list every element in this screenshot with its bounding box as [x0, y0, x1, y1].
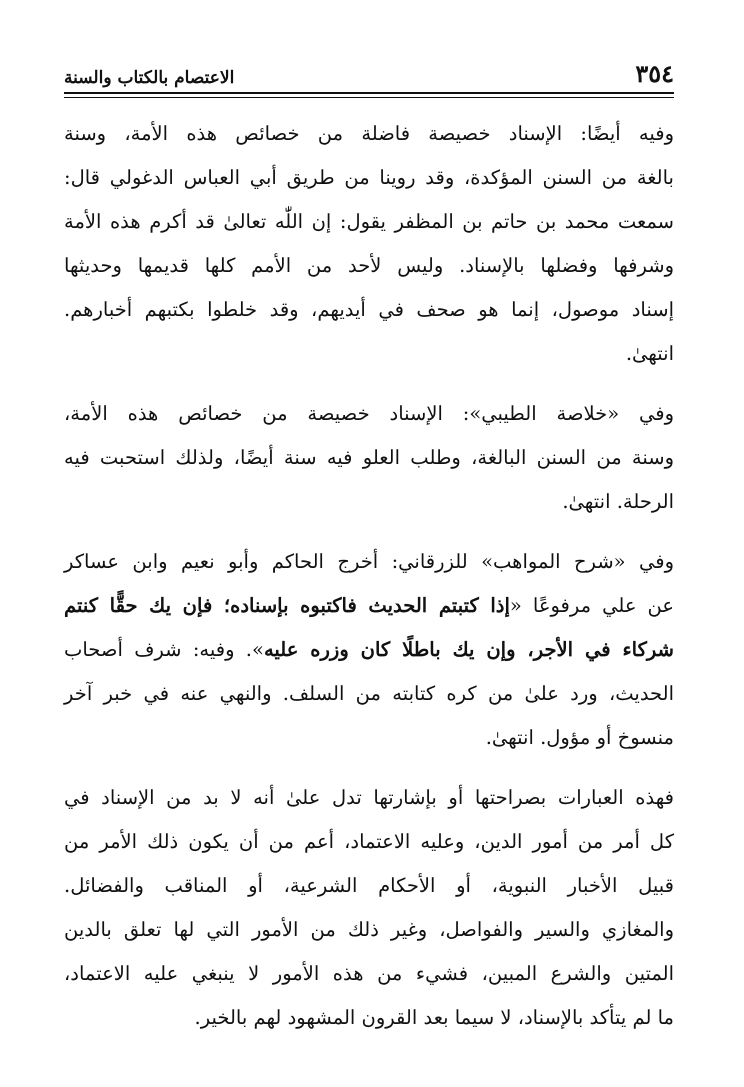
text-line: المتين والشرع المبين، فشيء من هذه الأمور لا ينبغي عليه الاعتماد،	[64, 962, 674, 985]
page-header	[64, 58, 674, 88]
text-line: منسوخ أو مؤول. انتهىٰ.	[485, 726, 674, 749]
text-line: فهذه العبارات بصراحتها أو بإشارتها تدل علىٰ أنه لا بد من الإسناد في	[64, 786, 674, 809]
text-line	[64, 628, 674, 672]
paragraph-sharh-mawahib	[64, 540, 674, 760]
body-text	[64, 112, 674, 1056]
running-title: الاعتصام بالكتاب والسنة	[64, 68, 235, 88]
paragraph-conclusion	[64, 776, 674, 1040]
hadith-quote-bold: إذا كتبتم الحديث فاكتبوه بإسناده؛ فإن يك حقًّا كنتم	[64, 594, 510, 617]
text-line: إسناد موصول، إنما هو صحف في أيديهم، وقد خلطوا بكتبهم أخبارهم.	[64, 298, 674, 321]
text-line: بالغة من السنن المؤكدة، وقد روينا من طريق أبي العباس الدغولي قال:	[64, 166, 674, 189]
text-line: الرحلة. انتهىٰ.	[562, 490, 674, 513]
text-line: سمعت محمد بن حاتم بن المظفر يقول: إن اللّٰه تعالىٰ قد أكرم هذه الأمة	[64, 210, 674, 233]
text-run: ». وفيه: شرف أصحاب	[64, 638, 264, 661]
text-line: والمغازي والسير والفواصل، وغير ذلك من الأمور التي لها تعلق بالدين	[64, 918, 674, 941]
paragraph-khulasat-tibi	[64, 392, 674, 524]
text-line: ما لم يتأكد بالإسناد، لا سيما بعد القرون المشهود لهم بالخير.	[194, 1006, 674, 1029]
text-line: وسنة من السنن البالغة، وطلب العلو فيه سنة أيضًا، ولذلك استحبت فيه	[64, 446, 674, 469]
header-rule-thin	[64, 97, 674, 98]
text-line: وفي «خلاصة الطيبي»: الإسناد خصيصة من خصائص هذه الأمة،	[64, 402, 674, 425]
text-run: عن علي مرفوعًا «	[509, 594, 674, 617]
paragraph-isnad-virtue	[64, 112, 674, 376]
text-line: انتهىٰ.	[625, 342, 674, 365]
text-line: قبيل الأخبار النبوية، أو الأحكام الشرعية، أو المناقب والفضائل.	[64, 874, 674, 897]
hadith-quote-bold: شركاء في الأجر، وإن يك باطلًا كان وزره عليه	[263, 638, 674, 661]
text-line	[64, 584, 674, 628]
header-rule-thick	[64, 92, 674, 94]
text-line: وشرفها وفضلها بالإسناد. وليس لأحد من الأمم كلها قديمها وحديثها	[64, 254, 674, 277]
text-line: الحديث، ورد علىٰ من كره كتابته من السلف. والنهي عنه في خبر آخر	[64, 682, 674, 705]
text-line: وفيه أيضًا: الإسناد خصيصة فاضلة من خصائص هذه الأمة، وسنة	[64, 122, 674, 145]
text-line: وفي «شرح المواهب» للزرقاني: أخرج الحاكم وأبو نعيم وابن عساكر	[64, 550, 674, 573]
page-number: ٣٥٤	[635, 59, 674, 88]
text-line: كل أمر من أمور الدين، وعليه الاعتماد، أعم من أن يكون ذلك الأمر من	[64, 830, 674, 853]
